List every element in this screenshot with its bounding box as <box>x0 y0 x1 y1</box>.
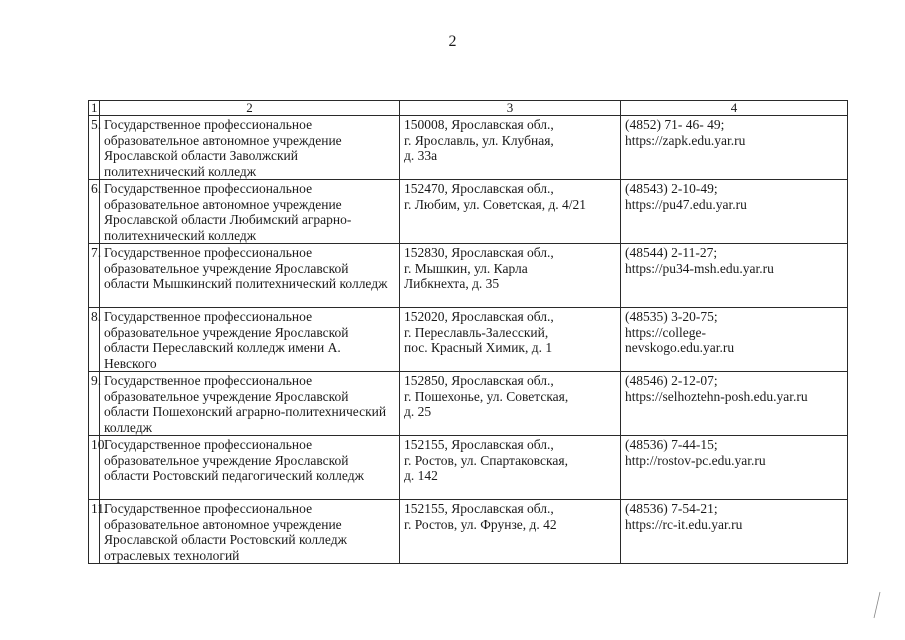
row-number-cell <box>89 500 108 564</box>
column-header-4: 4 <box>621 101 848 116</box>
institution-contacts: (4852) 71- 46- 49; https://zapk.edu.yar.ru <box>625 117 746 148</box>
institution-address-cell <box>400 116 621 180</box>
institutions-table <box>88 100 848 564</box>
institution-address: 152470, Ярославская обл., г. Любим, ул. Советская, д. 4/21 <box>404 181 587 212</box>
institution-address: 152850, Ярославская обл., г. Пошехонье, ул. Советская, д. 25 <box>404 373 569 419</box>
institution-contacts: (48536) 7-54-21; https://rc-it.edu.yar.ru <box>625 501 743 532</box>
institution-address: 152020, Ярославская обл., г. Переславль-Залесский, пос. Красный Химик, д. 1 <box>404 309 554 355</box>
row-number-cell <box>89 244 100 308</box>
row-number-cell <box>89 116 100 180</box>
row-number: 9. <box>91 373 102 388</box>
institution-address-cell <box>400 308 621 372</box>
institution-contacts-cell <box>621 436 848 500</box>
row-number: 6. <box>91 181 102 196</box>
page-number: 2 <box>448 33 457 50</box>
institution-name-cell <box>100 116 400 180</box>
table-row <box>89 180 848 244</box>
row-number: 7. <box>91 245 102 260</box>
institution-contacts: (48546) 2-12-07; https://selhoztehn-posh.edu.yar.ru <box>625 373 808 404</box>
institution-name: Государственное профессиональное образовательное учреждение Ярославской области Пошехонский аграрно-политехнический колледж <box>104 373 387 435</box>
row-number-cell <box>89 180 100 244</box>
institution-name-cell <box>100 244 400 308</box>
table-row <box>89 436 848 500</box>
institution-contacts-cell <box>621 116 848 180</box>
institution-address: 150008, Ярославская обл., г. Ярославль, ул. Клубная, д. 33а <box>404 117 554 163</box>
row-number: 11. <box>91 501 108 516</box>
institution-contacts-cell <box>621 500 848 564</box>
institution-contacts: (48544) 2-11-27; https://pu34-msh.edu.yar.ru <box>625 245 774 276</box>
institution-name: Государственное профессиональное образовательное автономное учреждение Ярославской области Любимский аграрно-политехнический колледж <box>104 181 352 243</box>
institution-name: Государственное профессиональное образовательное автономное учреждение Ярославской области Ростовский колледж отраслевых технологий <box>104 501 347 563</box>
row-number: 5. <box>91 117 102 132</box>
table-row <box>89 372 848 436</box>
institution-name: Государственное профессиональное образовательное учреждение Ярославской области Ростовский педагогический колледж <box>104 437 364 483</box>
row-number-cell <box>89 436 108 500</box>
institution-name: Государственное профессиональное образовательное автономное учреждение Ярославской области Заволжский политехнический колледж <box>104 117 342 179</box>
scan-artifact <box>871 590 883 620</box>
institution-address: 152830, Ярославская обл., г. Мышкин, ул. Карла Либкнехта, д. 35 <box>404 245 554 291</box>
institution-name-cell <box>100 308 400 372</box>
column-header-1: 1 <box>89 101 100 116</box>
institution-address-cell <box>400 180 621 244</box>
institution-name-cell <box>100 500 400 564</box>
column-header-3: 3 <box>400 101 621 116</box>
institution-address-cell <box>400 436 621 500</box>
institution-address-cell <box>400 372 621 436</box>
institution-name-cell <box>100 180 400 244</box>
row-number-cell <box>89 372 100 436</box>
row-number-cell <box>89 308 100 372</box>
institution-contacts-cell <box>621 372 848 436</box>
institution-contacts: (48536) 7-44-15; http://rostov-pc.edu.yar.ru <box>625 437 766 468</box>
institution-contacts-cell <box>621 308 848 372</box>
institution-address: 152155, Ярославская обл., г. Ростов, ул. Спартаковская, д. 142 <box>404 437 568 483</box>
institution-name: Государственное профессиональное образовательное учреждение Ярославской области Переславский колледж имени А. Невского <box>104 309 349 371</box>
header-row <box>89 101 848 116</box>
institution-address-cell <box>400 500 621 564</box>
institution-contacts: (48543) 2-10-49; https://pu47.edu.yar.ru <box>625 181 747 212</box>
row-number: 10. <box>91 437 108 452</box>
table-row <box>89 500 848 564</box>
institution-contacts-cell <box>621 244 848 308</box>
institution-name-cell <box>100 372 400 436</box>
row-number: 8. <box>91 309 102 324</box>
institution-name: Государственное профессиональное образовательное учреждение Ярославской области Мышкинский политехнический колледж <box>104 245 388 291</box>
institution-address-cell <box>400 244 621 308</box>
institution-address: 152155, Ярославская обл., г. Ростов, ул. Фрунзе, д. 42 <box>404 501 557 532</box>
table-row <box>89 308 848 372</box>
table-row <box>89 116 848 180</box>
table-row <box>89 244 848 308</box>
table-body <box>89 116 848 564</box>
institution-contacts-cell <box>621 180 848 244</box>
column-header-2: 2 <box>100 101 400 116</box>
institution-name-cell <box>100 436 400 500</box>
institution-contacts: (48535) 3-20-75; https://college- nevskogo.edu.yar.ru <box>625 309 735 355</box>
